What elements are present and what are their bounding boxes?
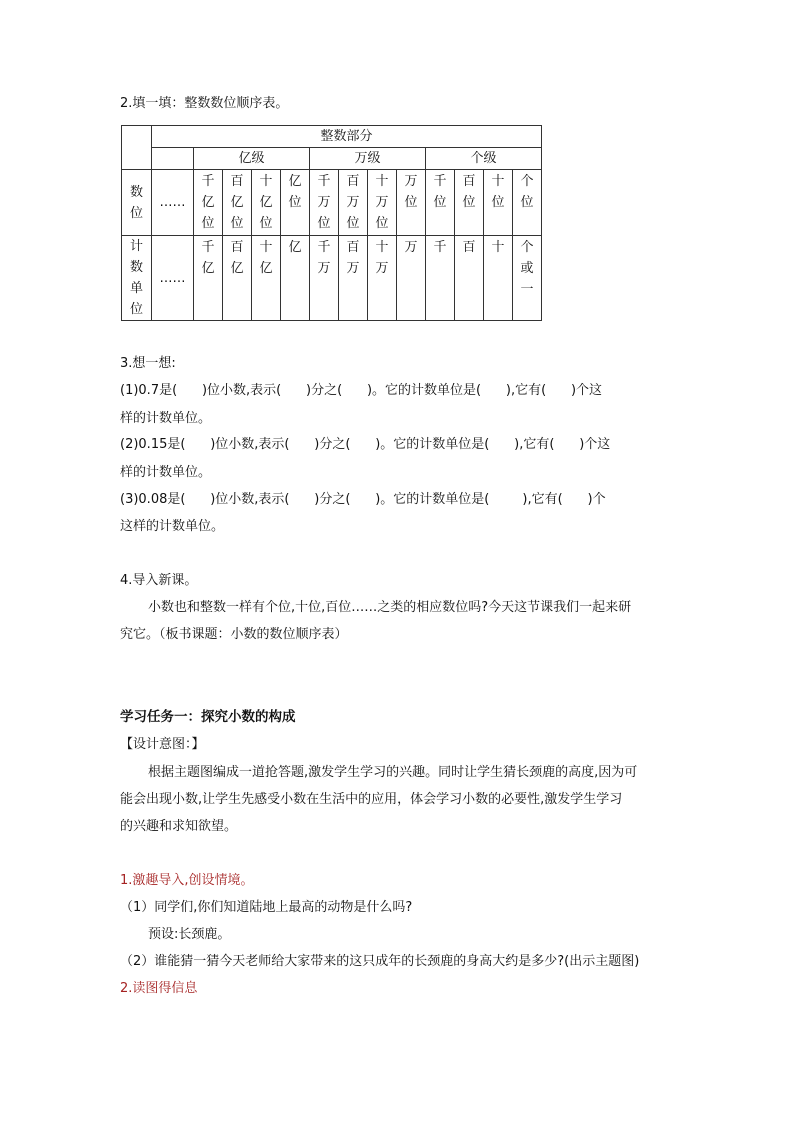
section3-heading: 3.想一想:: [120, 356, 176, 371]
design-paragraph-line: 根据主题图编成一道抢答题,激发学生学习的兴趣。同时让学生猜长颈鹿的高度,因为可: [148, 765, 638, 780]
counting-unit-cell: 个 或 一: [513, 236, 542, 321]
counting-unit-cell: 万: [397, 236, 426, 321]
counting-unit-cell: 千 亿: [194, 236, 223, 321]
integer-part-header: 整数部分: [152, 126, 542, 148]
question-2: （2）谁能猜一猜今天老师给大家带来的这只成年的长颈鹿的身高大约是多少?(出示主题图): [120, 954, 640, 969]
question-line: (3)0.08是( )位小数,表示( )分之( )。它的计数单位是( ),它有( )个: [120, 492, 606, 507]
place-name-cell: 个 位: [513, 170, 542, 236]
counting-unit-cell: 百: [455, 236, 484, 321]
design-paragraph-line: 的兴趣和求知欲望。: [120, 819, 238, 834]
counting-unit-cell: 千 万: [310, 236, 339, 321]
blank-level-cell: [152, 148, 194, 170]
question-1: （1）同学们,你们知道陆地上最高的动物是什么吗?: [120, 900, 413, 915]
counting-unit-cell: 十 亿: [252, 236, 281, 321]
counting-unit-cell: 百 万: [339, 236, 368, 321]
place-name-cell: 十 亿 位: [252, 170, 281, 236]
integer-place-value-table: [121, 125, 542, 321]
level-wan: 万级: [310, 148, 426, 170]
place-name-cell: 十 万 位: [368, 170, 397, 236]
counting-unit-cell: 千: [426, 236, 455, 321]
paragraph-line: 小数也和整数一样有个位,十位,百位……之类的相应数位吗?今天这节课我们一起来研: [148, 600, 632, 615]
place-name-cell: 百 位: [455, 170, 484, 236]
place-name-cell: 百 亿 位: [223, 170, 252, 236]
preset-answer: 预设:长颈鹿。: [148, 927, 231, 942]
question-line: (1)0.7是( )位小数,表示( )分之( )。它的计数单位是( ),它有( )个这: [120, 383, 603, 398]
corner-cell: [122, 126, 152, 170]
level-yi: 亿级: [194, 148, 310, 170]
level-ge: 个级: [426, 148, 542, 170]
ellipsis-cell: ……: [152, 170, 194, 236]
task1-title: 学习任务一：探究小数的构成: [120, 709, 296, 725]
counting-unit-cell: 亿: [281, 236, 310, 321]
question-line: 样的计数单位。: [120, 465, 212, 480]
counting-unit-cell: 十: [484, 236, 513, 321]
design-paragraph-line: 能会出现小数,让学生先感受小数在生活中的应用，体会学习小数的必要性,激发学生学习: [120, 792, 623, 807]
row-label-unit: 计 数 单 位: [122, 236, 152, 321]
place-name-cell: 十 位: [484, 170, 513, 236]
place-name-cell: 万 位: [397, 170, 426, 236]
place-name-cell: 亿 位: [281, 170, 310, 236]
paragraph-line: 究它。（板书课题：小数的数位顺序表）: [120, 627, 348, 642]
question-line: 这样的计数单位。: [120, 519, 225, 534]
row-label-place: 数 位: [122, 170, 152, 236]
place-name-cell: 千 位: [426, 170, 455, 236]
ellipsis-cell: ……: [152, 236, 194, 321]
counting-unit-cell: 十 万: [368, 236, 397, 321]
section4-heading: 4.导入新课。: [120, 573, 198, 588]
counting-unit-cell: 百 亿: [223, 236, 252, 321]
question-line: (2)0.15是( )位小数,表示( )分之( )。它的计数单位是( ),它有( )个这: [120, 437, 611, 452]
design-intent-label: 【设计意图：】: [120, 737, 205, 752]
place-name-cell: 千 万 位: [310, 170, 339, 236]
question-line: 样的计数单位。: [120, 411, 212, 426]
step1-heading: 1.激趣导入,创设情境。: [120, 873, 254, 888]
step2-heading: 2.读图得信息: [120, 981, 198, 996]
section2-heading: 2.填一填：整数数位顺序表。: [120, 96, 289, 111]
place-name-cell: 百 万 位: [339, 170, 368, 236]
place-name-cell: 千 亿 位: [194, 170, 223, 236]
